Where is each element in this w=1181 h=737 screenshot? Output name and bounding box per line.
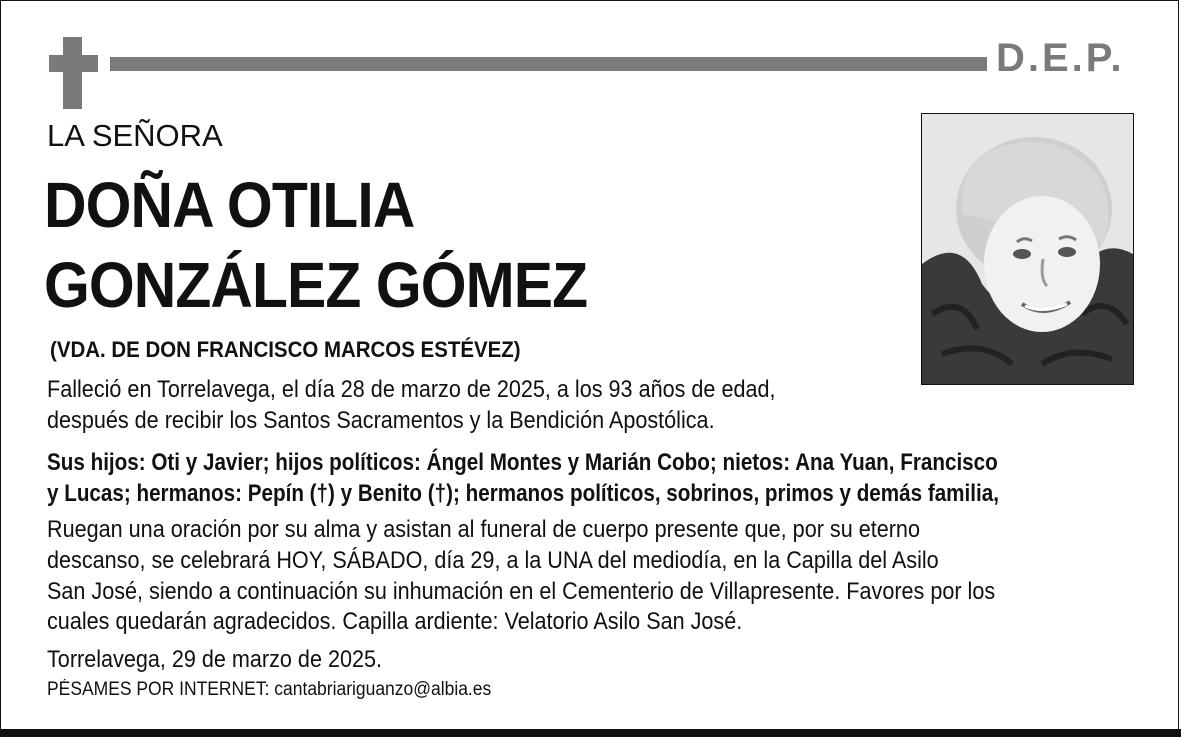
family-line: y Lucas; hermanos: Pepín (†) y Benito (†); hermanos políticos, sobrinos, primos y demás familia, xyxy=(47,480,999,507)
bottom-bar xyxy=(0,729,1181,737)
condolences-line: PÉSAMES POR INTERNET: cantabriariguanzo@albia.es xyxy=(47,679,492,700)
cross-icon xyxy=(63,37,82,109)
portrait-image xyxy=(922,114,1133,384)
funeral-line: Ruegan una oración por su alma y asistan al funeral de cuerpo presente que, por su eterno xyxy=(47,516,920,543)
death-line: después de recibir los Santos Sacramentos y la Bendición Apostólica. xyxy=(47,407,715,434)
family-line: Sus hijos: Oti y Javier; hijos políticos: Ángel Montes y Marián Cobo; nietos: Ana Yuan, Francisco xyxy=(47,449,998,476)
header-rule xyxy=(110,57,987,71)
deceased-name-line2: GONZÁLEZ GÓMEZ xyxy=(44,249,588,321)
intro-label: LA SEÑORA xyxy=(47,118,223,153)
funeral-line: San José, siendo a continuación su inhumación en el Cementerio de Villapresente. Favores por los xyxy=(47,578,996,605)
place-date: Torrelavega, 29 de marzo de 2025. xyxy=(47,646,383,673)
cross-icon-arm xyxy=(49,55,98,72)
death-line: Falleció en Torrelavega, el día 28 de marzo de 2025, a los 93 años de edad, xyxy=(47,376,776,403)
portrait-photo xyxy=(921,113,1134,385)
funeral-line: cuales quedarán agradecidos. Capilla ardiente: Velatorio Asilo San José. xyxy=(47,608,743,635)
deceased-name-line1: DOÑA OTILIA xyxy=(44,169,415,241)
dep-label: D.E.P. xyxy=(996,36,1125,80)
funeral-line: descanso, se celebrará HOY, SÁBADO, día 29, a la UNA del mediodía, en la Capilla del Asilo xyxy=(47,547,939,574)
widow-of-line: (VDA. DE DON FRANCISCO MARCOS ESTÉVEZ) xyxy=(50,337,521,362)
